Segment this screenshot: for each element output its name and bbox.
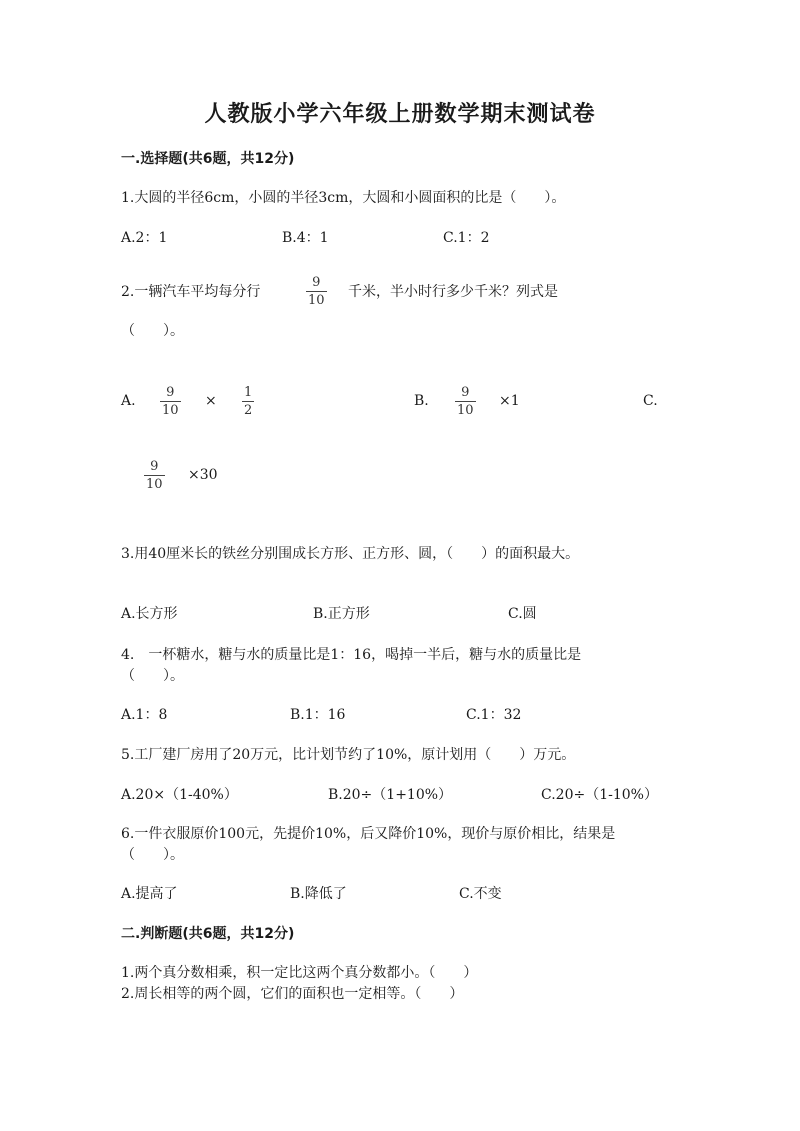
fraction-numerator: 9	[461, 385, 470, 400]
question-4-option-c: C.1：32	[466, 707, 522, 723]
question-4-paren: （ ）。	[121, 668, 184, 684]
question-4-text: 4. 一杯糖水，糖与水的质量比是1：16，喝掉一半后，糖与水的质量比是	[121, 647, 582, 663]
fraction-numerator: 9	[166, 385, 175, 400]
question-2-option-a-operator: ×	[205, 393, 217, 409]
question-4-option-a: A.1：8	[121, 707, 168, 723]
question-2-paren: （ ）。	[121, 323, 184, 339]
question-2-option-a-fraction-2	[242, 385, 254, 418]
question-5-option-c: C.20÷（1-10%）	[541, 787, 658, 803]
question-2-option-a-fraction-1	[160, 385, 181, 418]
question-2-option-b-tail: ×1	[499, 393, 520, 409]
question-6-option-c: C.不变	[459, 886, 502, 902]
question-2-option-c-tail: ×30	[188, 467, 218, 483]
question-1-option-c: C.1：2	[443, 230, 490, 246]
fraction-bar	[306, 291, 327, 292]
judgment-2-text: 2.周长相等的两个圆，它们的面积也一定相等。（ ）	[121, 986, 464, 1002]
fraction-denominator: 10	[457, 403, 474, 418]
fraction-numerator: 9	[312, 275, 321, 290]
section-heading-choice: 一.选择题(共6题，共12分)	[121, 151, 295, 167]
question-1-text: 1.大圆的半径6cm，小圆的半径3cm，大圆和小圆面积的比是（ ）。	[121, 190, 566, 206]
fraction-bar	[160, 401, 181, 402]
question-6-text: 6.一件衣服原价100元，先提价10%，后又降价10%，现价与原价相比，结果是	[121, 826, 616, 842]
question-3-text: 3.用40厘米长的铁丝分别围成长方形、正方形、圆，（ ）的面积最大。	[121, 546, 580, 562]
question-3-option-c: C.圆	[508, 606, 537, 622]
question-6-paren: （ ）。	[121, 847, 184, 863]
question-2-prefix: 2.一辆汽车平均每分行	[121, 284, 261, 300]
fraction-bar	[144, 475, 165, 476]
question-2-option-a-label: A.	[121, 393, 136, 409]
question-5-text: 5.工厂建厂房用了20万元，比计划节约了10%，原计划用（ ）万元。	[121, 747, 576, 763]
fraction-bar	[455, 401, 476, 402]
question-2-option-c-label: C.	[643, 393, 658, 409]
question-6-option-b: B.降低了	[290, 886, 347, 902]
fraction-denominator: 10	[146, 477, 163, 492]
section-heading-judgment: 二.判断题(共6题，共12分)	[121, 926, 295, 942]
question-3-option-a: A.长方形	[121, 606, 178, 622]
question-2-option-b-fraction	[455, 385, 476, 418]
fraction-denominator: 10	[162, 403, 179, 418]
question-2-option-b-label: B.	[414, 393, 429, 409]
question-3-option-b: B.正方形	[313, 606, 370, 622]
question-4-option-b: B.1：16	[290, 707, 346, 723]
question-2-fraction	[306, 275, 327, 308]
question-5-option-b: B.20÷（1+10%）	[328, 787, 453, 803]
judgment-1-text: 1.两个真分数相乘，积一定比这两个真分数都小。（ ）	[121, 965, 478, 981]
question-2-suffix: 千米，半小时行多少千米？列式是	[348, 284, 558, 300]
fraction-denominator: 2	[244, 403, 253, 418]
fraction-numerator: 9	[150, 459, 159, 474]
fraction-denominator: 10	[308, 293, 325, 308]
question-5-option-a: A.20×（1-40%）	[121, 787, 238, 803]
question-1-option-a: A.2：1	[121, 230, 168, 246]
fraction-numerator: 1	[244, 385, 253, 400]
fraction-bar	[242, 401, 254, 402]
question-6-option-a: A.提高了	[121, 886, 178, 902]
question-1-option-b: B.4：1	[282, 230, 329, 246]
page-title: 人教版小学六年级上册数学期末测试卷	[204, 102, 596, 127]
question-2-option-c-fraction	[144, 459, 165, 492]
